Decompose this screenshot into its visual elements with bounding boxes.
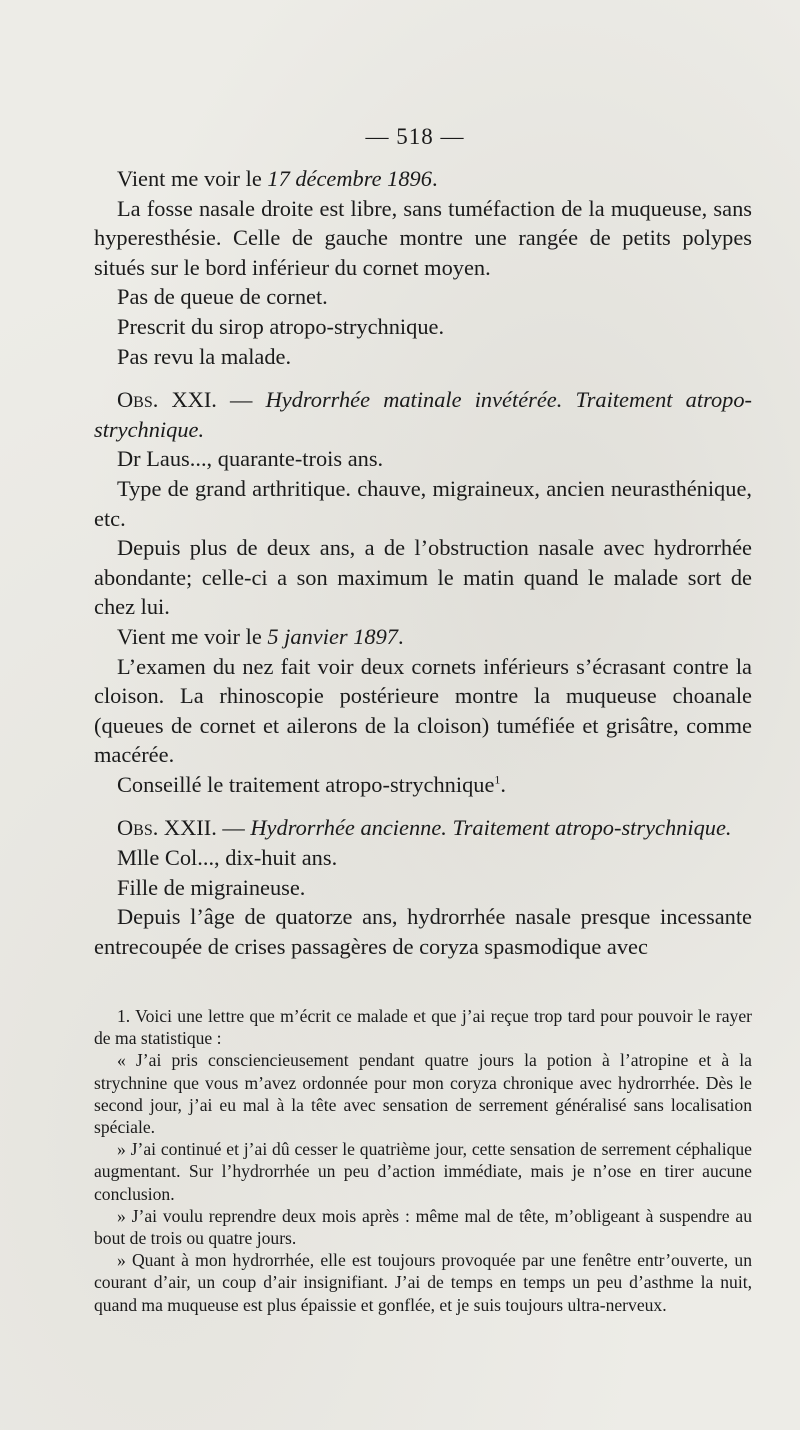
observation-title: Hydrorrhée matinale invétérée. Traitement atropo-strychnique. — [94, 387, 752, 442]
paragraph — [94, 622, 752, 652]
paragraph: Pas revu la malade. — [117, 343, 292, 369]
paragraph — [94, 164, 752, 194]
footnote-paragraph: « J’ai pris consciencieusement pendant quatre jours la potion à l’atropine et à la strychnine que vous m’avez ordonnée pour mon coryza chronique avec hydrorrhée. Dès le second jour, j’ai eu mal à la tête avec sensation de serrement généralisé sans localisation spéciale. — [94, 1050, 752, 1138]
footnote-paragraph: 1. Voici une lettre que m’écrit ce malade et que j’ai reçue trop tard pour pouvoir le rayer de ma statistique : — [94, 1006, 752, 1049]
text-span: Vient me voir le — [117, 166, 268, 191]
footnote-paragraph: » J’ai continué et j’ai dû cesser le quatrième jour, cette sensation de serrement céphalique augmentant. Sur l’hydrorrhée un peu d’action immédiate, mais je n’ose en tirer aucune conclusion. — [94, 1139, 752, 1204]
paragraph: Depuis l’âge de quatorze ans, hydrorrhée nasale presque incessante entrecoupée de crises passagères de coryza spasmodique avec — [94, 904, 752, 959]
dash: — — [216, 815, 251, 841]
observation-title: Hydrorrhée ancienne. Traitement atropo-strychnique. — [250, 815, 732, 841]
main-text — [94, 164, 752, 961]
visit-date: 17 décembre 1896 — [267, 166, 432, 191]
dash: — — [216, 387, 266, 413]
paragraph: Depuis plus de deux ans, a de l’obstruction nasale avec hydrorrhée abondante; celle-ci a son maximum le matin quand le malade sort de chez lui. — [94, 535, 752, 620]
visit-date: 5 janvier 1897 — [267, 623, 398, 649]
title-abbreviation: Dr — [117, 446, 141, 472]
paragraph: Pas de queue de cornet. — [117, 284, 328, 310]
paragraph: Type de grand arthritique. chauve, migraineux, ancien neurasthénique, etc. — [94, 475, 752, 531]
footnote-paragraph: » Quant à mon hydrorrhée, elle est toujours provoquée par une fenêtre entr’ouverte, un courant d’air, un coup d’air insignifiant. J’ai de temps en temps un peu d’asthme la nuit, quand ma muqueuse est plus épaissie et gonflée, et je suis toujours ultra-nerveux. — [94, 1250, 752, 1315]
title-abbreviation: Mlle — [117, 845, 160, 871]
paragraph: L’examen du nez fait voir deux cornets inférieurs s’écrasant contre la cloison. La rhinoscopie postérieure montre la muqueuse choanale (queues de cornet et ailerons de la cloison) tuméfiée et grisâtre, comme macérée. — [94, 653, 752, 768]
text-span: . — [500, 771, 507, 797]
text-span: Vient me voir le — [117, 623, 268, 649]
text-span: Laus..., quarante-trois ans. — [140, 446, 384, 472]
paragraph: Fille de migraineuse. — [117, 874, 306, 900]
footnote-reference: 1 — [494, 772, 501, 787]
text-span: Conseillé le traitement atropo-strychnique — [117, 771, 495, 797]
observation-label: Obs. XXI. — [117, 387, 217, 413]
paragraph: Prescrit du sirop atropo-strychnique. — [117, 313, 445, 339]
paragraph — [94, 770, 752, 800]
paragraph — [94, 444, 752, 474]
observation-heading — [94, 385, 752, 444]
observation-label: Obs. XXII. — [117, 815, 217, 841]
text-span: . — [397, 623, 404, 649]
paragraph — [94, 843, 752, 873]
footnote — [94, 1005, 752, 1316]
text-span: . — [431, 166, 438, 191]
paragraph: La fosse nasale droite est libre, sans tuméfaction de la muqueuse, sans hyperesthésie. Celle de gauche montre une rangée de petits polypes situés sur le bord inférieur du cornet moyen. — [94, 195, 752, 280]
text-span: Col..., dix-huit ans. — [159, 845, 338, 871]
footnote-paragraph: » J’ai voulu reprendre deux mois après : même mal de tête, m’obligeant à suspendre au bout de trois ou quatre jours. — [94, 1205, 752, 1249]
observation-heading — [94, 813, 752, 843]
page-number: — 518 — — [365, 124, 465, 149]
